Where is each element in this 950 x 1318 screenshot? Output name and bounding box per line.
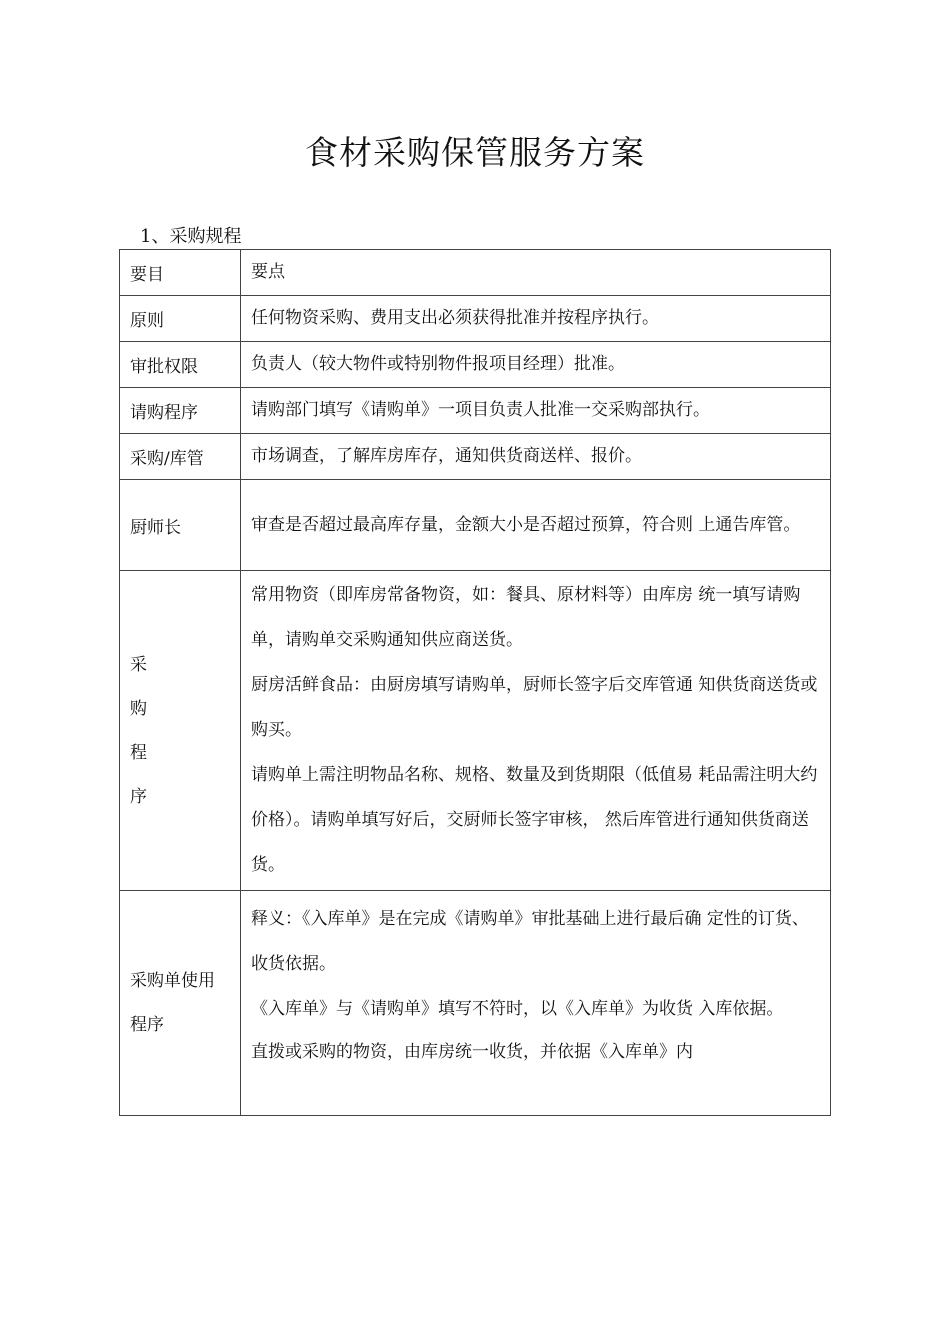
vertical-char: 序 <box>130 786 147 807</box>
row-key-cell: 原则 <box>120 296 241 342</box>
row-value-cell: 负责人（较大物件或特别物件报项目经理）批准。 <box>241 342 831 388</box>
table-header-row <box>120 250 831 296</box>
table-row-procurement <box>120 571 831 891</box>
table-row <box>120 480 831 571</box>
header-key-cell: 要目 <box>120 250 241 296</box>
row-value-cell: 请购部门填写《请购单》一项目负责人批准一交采购部执行。 <box>241 388 831 434</box>
header-value-cell: 要点 <box>241 250 831 296</box>
table-row <box>120 296 831 342</box>
table-row-order-usage <box>120 891 831 1116</box>
paragraph: 请购单上需注明物品名称、规格、数量及到货期限（低值易 耗品需注明大约价格）。请购单填写好后，交厨师长签字审核， 然后库管进行通知供货商送货。 <box>251 765 818 875</box>
row-value-cell: 市场调查，了解库房库存，通知供货商送样、报价。 <box>241 434 831 480</box>
table-row <box>120 388 831 434</box>
paragraph: 直拨或采购的物资，由库房统一收货，并依据《入库单》内 <box>251 1042 693 1062</box>
row-key-cell: 请购程序 <box>120 388 241 434</box>
vertical-char: 购 <box>130 698 147 719</box>
row-value-cell: 审查是否超过最高库存量，金额大小是否超过预算，符合则 上通告库管。 <box>241 480 831 571</box>
procurement-rules-table <box>119 249 831 1116</box>
vertical-char: 程 <box>130 742 147 763</box>
table-row <box>120 342 831 388</box>
row-key-cell: 厨师长 <box>120 480 241 571</box>
paragraph: 常用物资（即库房常备物资，如：餐具、原材料等）由库房 统一填写请购单，请购单交采购通知供应商送货。 <box>251 585 801 650</box>
document-title: 食材采购保管服务方案 <box>305 133 645 172</box>
order-usage-value-cell <box>241 891 831 1116</box>
row-value-cell: 任何物资采购、费用支出必须获得批准并按程序执行。 <box>241 296 831 342</box>
procurement-key-cell <box>120 571 241 891</box>
section-heading: 1、采购规程 <box>140 226 242 247</box>
row-key-cell: 采购/库管 <box>120 434 241 480</box>
paragraph: 释义：《入库单》是在完成《请购单》审批基础上进行最后确 定性的订货、收货依据。 <box>251 909 809 974</box>
procurement-value-cell <box>241 571 831 891</box>
order-usage-key-cell: 采购单使用程序 <box>120 891 241 1116</box>
paragraph: 《入库单》与《请购单》填写不符时，以《入库单》为收货 入库依据。 <box>251 999 784 1019</box>
vertical-char: 采 <box>130 654 147 675</box>
row-key-cell: 审批权限 <box>120 342 241 388</box>
table-row <box>120 434 831 480</box>
paragraph: 厨房活鲜食品：由厨房填写请购单，厨师长签字后交库管通 知供货商送货或购买。 <box>251 675 818 740</box>
